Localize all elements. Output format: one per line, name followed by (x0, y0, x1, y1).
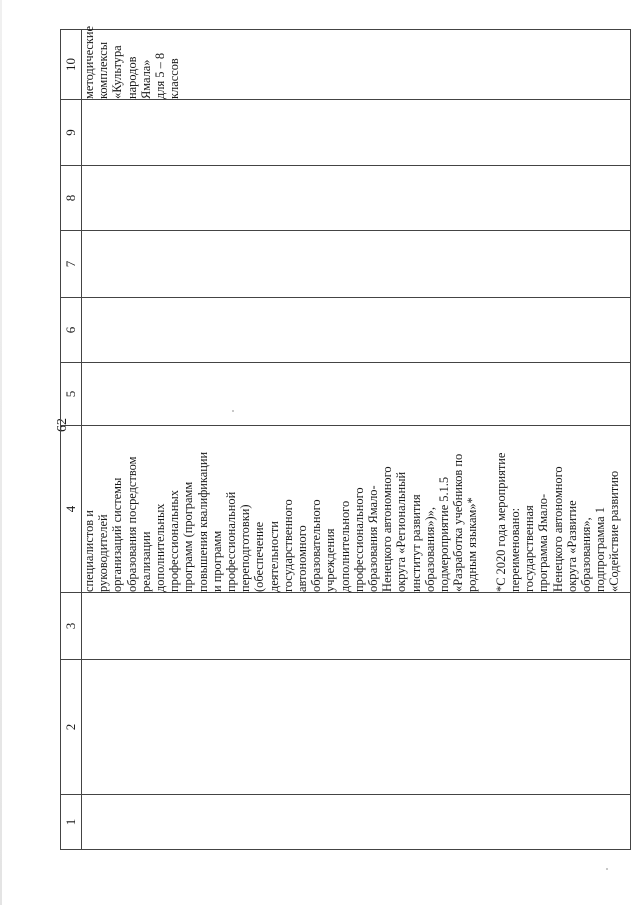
header-cell-3: 3 (61, 593, 82, 660)
cell-7 (82, 231, 631, 298)
header-cell-2: 2 (61, 660, 82, 795)
cell-6 (82, 298, 631, 363)
cell-2 (82, 660, 631, 795)
header-cell-5: 5 (61, 363, 82, 426)
header-cell-7: 7 (61, 231, 82, 298)
activity-description: специалистов и руководителей организаций системы образования посредством реализации дополнительных профессиональных программ (программ повышения квалификации и программ профессиональной переподготовки) (обеспечение деятельности государственного автономного образовательного учреждения дополнительного профессионального образования Ямало- Ненецкого автономного округа «Региональный институт развития образования»)», подмероприятие 5.1.5 «Разработка учебников по родным языкам»* (82, 451, 480, 592)
header-cell-4: 4 (61, 426, 82, 593)
cell-8 (82, 166, 631, 231)
result-description: методические комплексы «Культура народов Ямала» для 5 – 8 классов (82, 25, 182, 99)
header-cell-8: 8 (61, 166, 82, 231)
rotated-page (60, 25, 631, 850)
renaming-note: *С 2020 года мероприятие переименовано: государственная программа Ямало- Ненецкого автономного округа «Развитие образования», подпрограмма 1 «Содействие развитию (493, 452, 622, 592)
header-row (61, 30, 82, 850)
scan-speck (232, 410, 234, 412)
scan-speck (606, 868, 608, 870)
header-cell-10: 10 (61, 30, 82, 100)
page-number: 62 (55, 418, 70, 432)
cell-1 (82, 795, 631, 850)
cell-9 (82, 100, 631, 166)
header-cell-6: 6 (61, 298, 82, 363)
cell-5 (82, 363, 631, 426)
cell-3 (82, 593, 631, 660)
table-row (82, 30, 631, 850)
header-cell-9: 9 (61, 100, 82, 166)
scan-edge (0, 0, 2, 905)
data-table (60, 25, 631, 850)
cell-4 (82, 426, 631, 593)
cell-10 (82, 25, 631, 100)
header-cell-1: 1 (61, 795, 82, 850)
